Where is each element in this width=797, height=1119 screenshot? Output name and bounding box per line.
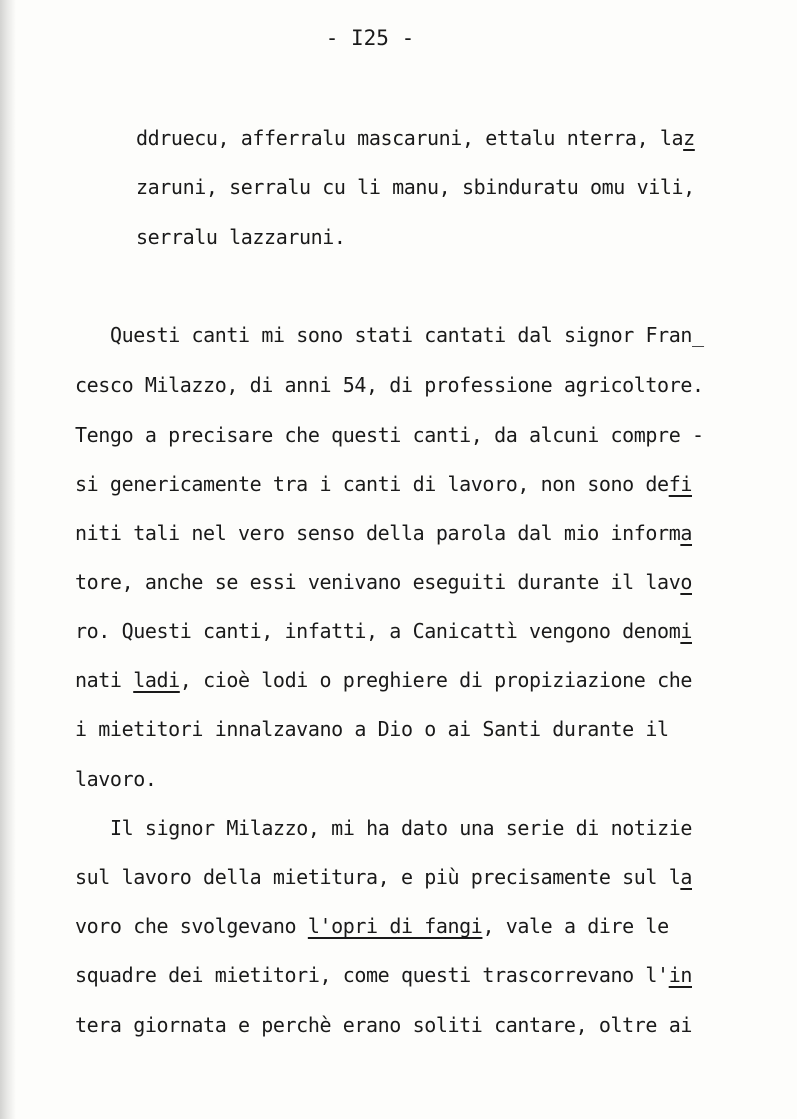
prose-line — [75, 618, 692, 644]
verse-line — [136, 174, 695, 200]
verse-line — [136, 224, 346, 250]
underlined-text: a — [680, 865, 692, 889]
page-number: - I25 - — [325, 26, 415, 50]
underlined-text: o — [680, 570, 692, 594]
prose-line — [75, 864, 692, 890]
prose-line — [75, 716, 669, 742]
text-segment: tore, anche se essi venivano eseguiti durante il lav — [75, 570, 681, 594]
underlined-text: i — [680, 619, 692, 643]
underlined-text: fi — [668, 472, 692, 496]
text-segment: Questi canti mi sono stati cantati dal signor Fran_ — [110, 323, 704, 347]
verse-line — [136, 125, 695, 151]
text-segment: zaruni, serralu cu li manu, sbinduratu omu vili, — [136, 175, 695, 199]
underlined-text: z — [683, 126, 695, 150]
prose-line — [75, 569, 692, 595]
prose-line — [75, 471, 692, 497]
underlined-text: l'opri di fangi — [307, 914, 483, 938]
text-segment: i mietitori innalzavano a Dio o ai Santi durante il — [75, 717, 669, 741]
scan-edge-shadow — [0, 0, 16, 1119]
prose-line — [75, 667, 692, 693]
underlined-text: ladi — [133, 668, 180, 692]
text-segment: Tengo a precisare che questi canti, da alcuni compre - — [75, 423, 704, 447]
underlined-text: a — [680, 521, 692, 545]
text-segment: squadre dei mietitori, come questi trascorrevano l' — [75, 963, 669, 987]
prose-line — [75, 766, 157, 792]
prose-line — [110, 322, 704, 348]
text-segment: , cioè lodi o preghiere di propiziazione che — [179, 668, 693, 692]
text-segment: ddruecu, afferralu mascaruni, ettalu nterra, la — [136, 126, 684, 150]
underlined-text: in — [668, 963, 692, 987]
text-segment: , vale a dire le — [482, 914, 669, 938]
prose-line — [110, 815, 692, 841]
text-segment: tera giornata e perchè erano soliti cantare, oltre ai — [75, 1013, 692, 1037]
text-segment: cesco Milazzo, di anni 54, di professione agricoltore. — [75, 373, 704, 397]
text-segment: sul lavoro della mietitura, e più precisamente sul l — [75, 865, 681, 889]
text-segment: Il signor Milazzo, mi ha dato una serie di notizie — [110, 816, 693, 840]
text-segment: serralu lazzaruni. — [136, 225, 346, 249]
prose-line — [75, 422, 704, 448]
prose-line — [75, 962, 692, 988]
prose-line — [75, 1012, 692, 1038]
prose-line — [75, 913, 669, 939]
prose-line — [75, 520, 692, 546]
text-segment: si genericamente tra i canti di lavoro, non sono de — [75, 472, 669, 496]
text-segment: niti tali nel vero senso della parola dal mio inform — [75, 521, 681, 545]
prose-line — [75, 372, 704, 398]
text-segment: ro. Questi canti, infatti, a Canicattì vengono denom — [75, 619, 681, 643]
text-segment: voro che svolgevano — [75, 914, 308, 938]
text-segment: lavoro. — [75, 767, 157, 791]
text-segment: nati — [75, 668, 134, 692]
